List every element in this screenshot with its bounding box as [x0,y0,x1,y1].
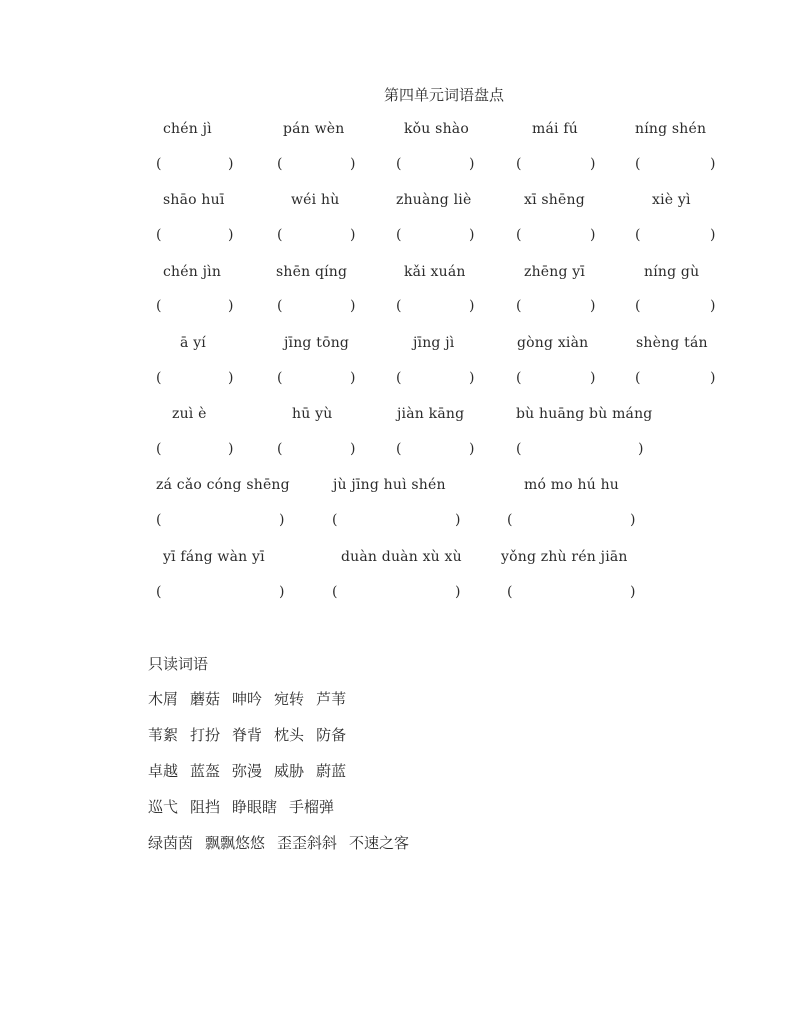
answer-bracket-open: ( [635,227,641,243]
word-row [148,724,358,745]
answer-bracket-close: ) [350,156,356,172]
answer-bracket-open: ( [396,227,402,243]
answer-row [0,512,805,532]
word-item: 宛转 [274,690,305,708]
pinyin-item: jīng jì [413,335,455,351]
word-item: 卓越 [148,762,179,780]
answer-bracket-open: ( [277,370,283,386]
answer-bracket-open: ( [516,441,522,457]
answer-bracket-close: ) [228,441,234,457]
answer-bracket-open: ( [156,441,162,457]
pinyin-row [0,335,805,355]
word-item: 蘑菇 [190,690,221,708]
pinyin-item: gòng xiàn [517,335,589,351]
answer-bracket-open: ( [277,441,283,457]
pinyin-item: jīng tōng [284,335,350,351]
answer-bracket-close: ) [590,156,596,172]
word-item: 木屑 [148,690,179,708]
answer-bracket-open: ( [516,227,522,243]
answer-bracket-close: ) [455,584,461,600]
answer-bracket-close: ) [590,227,596,243]
answer-bracket-open: ( [635,156,641,172]
pinyin-row [0,121,805,141]
answer-bracket-close: ) [710,370,716,386]
word-item: 蓝盔 [190,762,221,780]
pinyin-item: mó mo hú hu [524,477,620,493]
answer-bracket-open: ( [507,512,513,528]
pinyin-item: zhēng yī [524,264,586,280]
answer-bracket-close: ) [228,156,234,172]
word-item: 巡弋 [148,798,179,816]
pinyin-item: ā yí [180,335,206,351]
pinyin-item: wéi hù [291,192,340,208]
answer-bracket-close: ) [638,441,644,457]
pinyin-row [0,549,805,569]
answer-bracket-open: ( [156,227,162,243]
answer-bracket-open: ( [332,584,338,600]
answer-bracket-close: ) [228,298,234,314]
word-item: 阻挡 [190,798,221,816]
word-item: 弥漫 [232,762,263,780]
answer-bracket-open: ( [277,227,283,243]
answer-bracket-close: ) [350,370,356,386]
pinyin-item: jù jīng huì shén [333,477,446,493]
answer-bracket-open: ( [635,370,641,386]
pinyin-item: kǎi xuán [404,264,466,280]
answer-bracket-close: ) [469,441,475,457]
answer-bracket-close: ) [350,227,356,243]
answer-bracket-close: ) [350,298,356,314]
answer-bracket-close: ) [469,227,475,243]
word-item: 睁眼瞎 [232,798,278,816]
answer-bracket-close: ) [710,298,716,314]
pinyin-item: zuì è [172,406,207,422]
word-item: 呻吟 [232,690,263,708]
word-item: 防备 [316,726,347,744]
answer-bracket-open: ( [396,370,402,386]
word-item: 蔚蓝 [316,762,347,780]
section-title: 只读词语 [148,655,209,673]
answer-bracket-open: ( [396,298,402,314]
answer-bracket-open: ( [156,298,162,314]
pinyin-item: yī fáng wàn yī [163,549,265,565]
answer-row [0,441,805,461]
answer-bracket-open: ( [332,512,338,528]
answer-row [0,584,805,604]
answer-bracket-open: ( [396,441,402,457]
answer-bracket-open: ( [507,584,513,600]
pinyin-item: níng shén [635,121,707,137]
pinyin-item: pán wèn [283,121,345,137]
answer-row [0,227,805,247]
answer-bracket-open: ( [396,156,402,172]
answer-bracket-open: ( [635,298,641,314]
pinyin-item: shēn qíng [276,264,348,280]
answer-bracket-close: ) [590,370,596,386]
answer-row [0,298,805,318]
word-item: 脊背 [232,726,263,744]
word-row [148,760,358,781]
pinyin-item: zá cǎo cóng shēng [156,477,290,493]
answer-bracket-open: ( [277,298,283,314]
word-row [148,796,346,817]
answer-bracket-open: ( [156,370,162,386]
pinyin-row [0,264,805,284]
word-item: 手榴弹 [289,798,335,816]
answer-bracket-close: ) [279,584,285,600]
answer-bracket-open: ( [516,298,522,314]
word-row [148,832,421,853]
pinyin-row [0,477,805,497]
answer-bracket-open: ( [156,156,162,172]
word-row [148,688,358,709]
pinyin-item: jiàn kāng [397,406,465,422]
word-item: 威胁 [274,762,305,780]
answer-row [0,370,805,390]
word-item: 苇絮 [148,726,179,744]
answer-bracket-close: ) [630,584,636,600]
answer-bracket-close: ) [590,298,596,314]
answer-bracket-open: ( [156,512,162,528]
pinyin-item: duàn duàn xù xù [341,549,462,565]
answer-bracket-close: ) [228,370,234,386]
pinyin-item: chén jìn [163,264,222,280]
pinyin-item: chén jì [163,121,212,137]
word-item: 绿茵茵 [148,834,194,852]
pinyin-item: shāo huī [163,192,225,208]
pinyin-row [0,192,805,212]
pinyin-item: kǒu shào [404,121,469,137]
answer-bracket-close: ) [710,156,716,172]
pinyin-item: bù huāng bù máng [516,406,653,422]
word-item: 枕头 [274,726,305,744]
answer-bracket-close: ) [469,298,475,314]
answer-bracket-close: ) [279,512,285,528]
answer-bracket-close: ) [469,370,475,386]
page-title: 第四单元词语盘点 [384,86,505,104]
pinyin-item: mái fú [532,121,578,137]
pinyin-item: zhuàng liè [396,192,472,208]
pinyin-item: yǒng zhù rén jiān [501,549,628,565]
answer-bracket-open: ( [516,370,522,386]
answer-bracket-close: ) [630,512,636,528]
pinyin-item: níng gù [644,264,700,280]
pinyin-item: xī shēng [524,192,585,208]
word-item: 歪歪斜斜 [277,834,338,852]
pinyin-item: xiè yì [652,192,691,208]
answer-bracket-open: ( [516,156,522,172]
answer-bracket-close: ) [469,156,475,172]
answer-bracket-open: ( [277,156,283,172]
word-item: 飘飘悠悠 [205,834,266,852]
answer-bracket-close: ) [228,227,234,243]
pinyin-item: shèng tán [636,335,708,351]
word-item: 芦苇 [316,690,347,708]
answer-bracket-open: ( [156,584,162,600]
word-item: 不速之客 [349,834,410,852]
answer-bracket-close: ) [710,227,716,243]
answer-bracket-close: ) [455,512,461,528]
answer-row [0,156,805,176]
pinyin-row [0,406,805,426]
word-item: 打扮 [190,726,221,744]
pinyin-item: hū yù [292,406,333,422]
answer-bracket-close: ) [350,441,356,457]
